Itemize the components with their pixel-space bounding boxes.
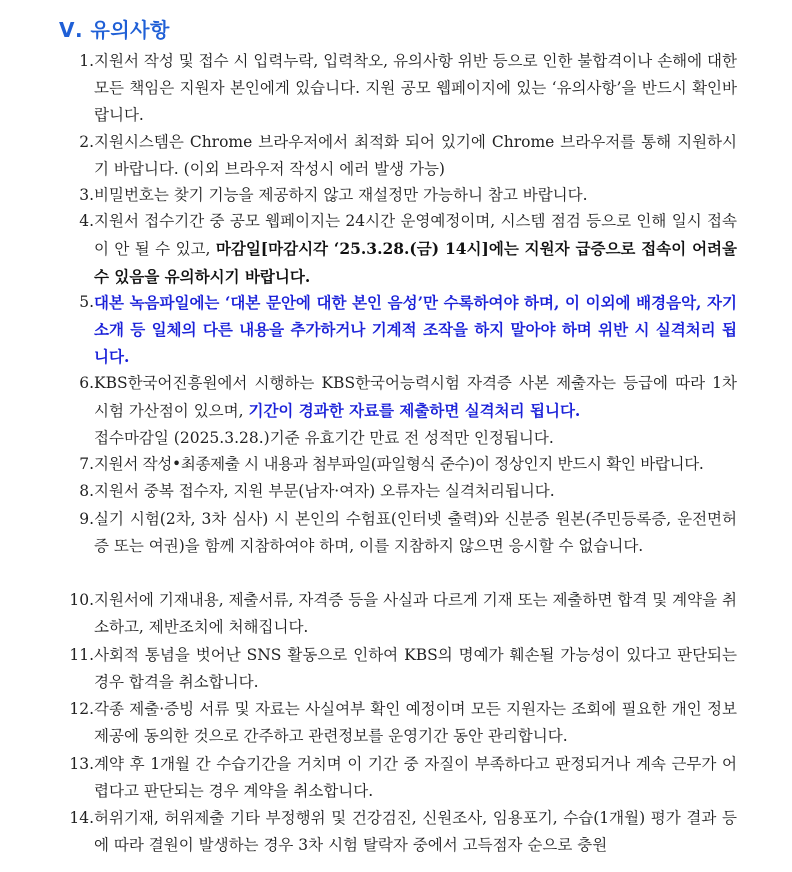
item-number: 14. <box>69 809 94 827</box>
item-text: 지원서에 기재내용, 제출서류, 자격증 등을 사실과 다르게 기재 또는 제출하면 합격 및 계약을 취소하고, 제반조치에 처해집니다. <box>94 591 737 636</box>
item-text-emphasis: 대본 녹음파일에는 ‘대본 문안에 대한 본인 음성’만 수록하여야 하며, 이 이외에 배경음악, 자기소개 등 일체의 다른 내용을 추가하거나 기계적 조작을 하지 말아야 하며 위반 시 실격처리 됩니다. <box>94 293 737 366</box>
item-text: 실기 시험(2차, 3차 심사) 시 본인의 수험표(인터넷 출력)와 신분증 원본(주민등록증, 운전면허증 또는 여권)을 함께 지참하여야 하며, 이를 지참하지 않으면 응시할 수 없습니다. <box>94 510 737 555</box>
item-text: 지원시스템은 Chrome 브라우저에서 최적화 되어 있기에 Chrome 브라우저를 통해 지원하시기 바랍니다. (이외 브라우저 작성시 에러 발생 가능) <box>94 133 737 178</box>
notice-item-12 <box>67 696 737 750</box>
notice-item-7 <box>67 451 737 478</box>
item-text-plain: 지원서 접수기간 중 공모 웹페이지는 24시간 운영예정이며, 시스템 점검 등으로 인해 일시 접속이 안 될 수 있고, <box>94 212 737 258</box>
item-number: 13. <box>69 755 94 773</box>
expired-warning: 기간이 경과한 자료를 제출하면 실격처리 됩니다. <box>248 401 581 420</box>
item-text: 비밀번호는 찾기 기능을 제공하지 않고 재설정만 가능하니 참고 바랍니다. <box>94 186 588 204</box>
item-text: 계약 후 1개월 간 수습기간을 거치며 이 기간 중 자질이 부족하다고 판정되거나 계속 근무가 어렵다고 판단되는 경우 계약을 취소합니다. <box>94 755 737 800</box>
notice-item-1 <box>67 48 737 129</box>
deadline-warning: ]에는 지원자 급증으로 접속이 어려울 수 있음을 유의하시기 바랍니다. <box>94 239 738 286</box>
item-number: 8. <box>79 482 94 500</box>
deadline-time: 마감시각 ‘25.3.28.(금) 14시 <box>268 239 482 258</box>
item-number: 3. <box>79 186 94 204</box>
deadline-label: 마감일[ <box>215 239 269 258</box>
notice-item-10 <box>67 587 737 641</box>
item-text <box>94 208 737 291</box>
notice-item-6 <box>67 370 737 452</box>
item-text: 사회적 통념을 벗어난 SNS 활동으로 인하여 KBS의 명예가 훼손될 가능성이 있다고 판단되는 경우 합격을 취소합니다. <box>94 646 737 691</box>
item-number: 12. <box>69 700 94 718</box>
item-number: 11. <box>69 646 94 664</box>
notice-item-9 <box>67 506 737 560</box>
item-text: 허위기재, 허위제출 기타 부정행위 및 건강검진, 신원조사, 임용포기, 수습(1개월) 평가 결과 등에 따라 결원이 발생하는 경우 3차 시험 탈락자 중에서 고득점자 순으로 충원 <box>94 809 737 854</box>
item-text <box>94 370 737 452</box>
notice-item-4 <box>67 208 737 291</box>
notice-item-11 <box>67 642 737 696</box>
notice-item-3 <box>67 182 737 209</box>
item-number: 10. <box>69 591 94 609</box>
item-number: 5. <box>79 293 94 311</box>
notice-item-5 <box>67 289 737 370</box>
item-number: 9. <box>79 510 94 528</box>
item-text: 각종 제출·증빙 서류 및 자료는 사실여부 확인 예정이며 모든 지원자는 조회에 필요한 개인 정보제공에 동의한 것으로 간주하고 관련정보를 운영기간 동안 관리합니다. <box>94 700 737 745</box>
item-number: 4. <box>79 212 94 230</box>
item-number: 1. <box>79 52 94 70</box>
item-text: 지원서 작성 및 접수 시 입력누락, 입력착오, 유의사항 위반 등으로 인한 불합격이나 손해에 대한 모든 책임은 지원자 본인에게 있습니다. 지원 공모 웹페이지에 있는 ‘유의사항’을 반드시 확인바랍니다. <box>94 52 737 124</box>
notice-item-14 <box>67 805 737 859</box>
item-number: 2. <box>79 133 94 151</box>
item-number: 6. <box>79 374 94 392</box>
notice-item-13 <box>67 751 737 805</box>
notice-item-2 <box>67 129 737 183</box>
item-number: 7. <box>79 455 94 473</box>
validity-note: 접수마감일 (2025.3.28.)기준 유효기간 만료 전 성적만 인정됩니다. <box>94 429 554 447</box>
item-text: 지원서 중복 접수자, 지원 부문(남자·여자) 오류자는 실격처리됩니다. <box>94 482 555 500</box>
section-title: Ⅴ. 유의사항 <box>59 18 170 42</box>
item-text-plain: KBS한국어진흥원에서 시행하는 KBS한국어능력시험 자격증 사본 제출자는 등급에 따라 1차 시험 가산점이 있으며, <box>94 374 737 420</box>
item-text: 지원서 작성•최종제출 시 내용과 첨부파일(파일형식 준수)이 정상인지 반드시 확인 바랍니다. <box>94 455 704 473</box>
notice-item-8 <box>67 478 737 505</box>
